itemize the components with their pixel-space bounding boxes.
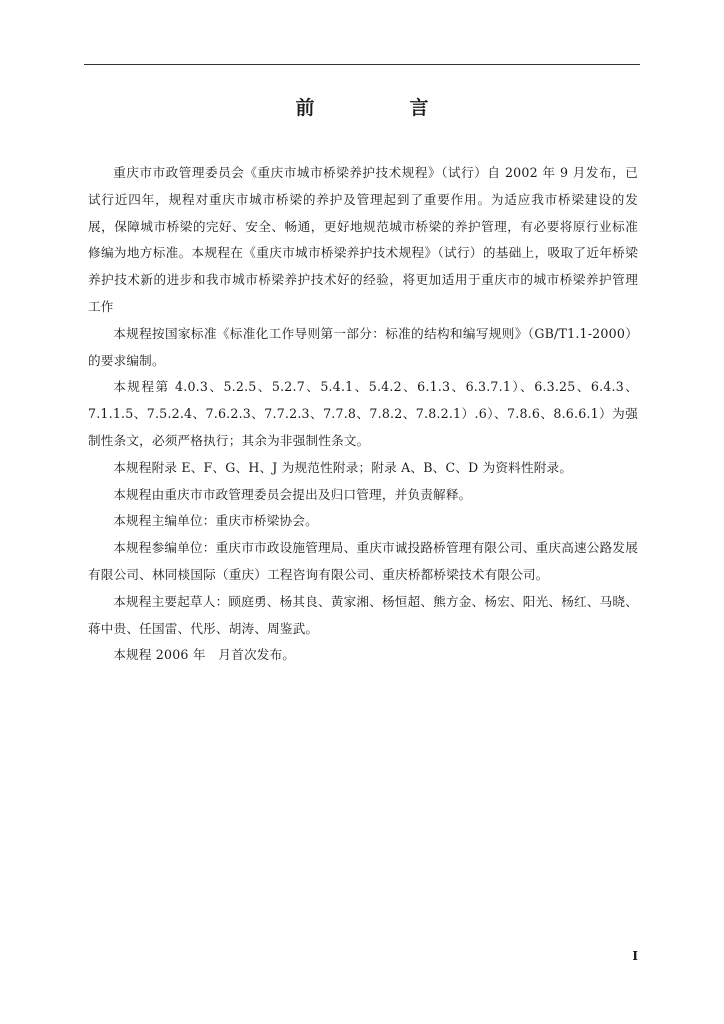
paragraph-chief-editor: 本规程主编单位：重庆市桥梁协会。 xyxy=(113,513,318,529)
paragraph-management: 本规程由重庆市市政管理委员会提出及归口管理，并负责解释。 xyxy=(113,486,472,502)
paragraph-appendices: 本规程附录 E、F、G、H、J 为规范性附录；附录 A、B、C、D 为资料性附录。 xyxy=(113,459,573,475)
paragraph-standard-basis: 本规程按国家标准《标准化工作导则第一部分：标准的结构和编写规则》（GB/T1.1-2000）的要求编制。 xyxy=(88,325,638,368)
paragraph-release: 本规程 2006 年 月首次发布。 xyxy=(113,647,296,663)
page-number: I xyxy=(632,949,638,963)
paragraph-drafters: 本规程主要起草人：顾庭勇、杨其良、黄家湘、杨恒超、熊方金、杨宏、阳光、杨红、马晓、蒋中贵、任国雷、代彤、胡涛、周鉴武。 xyxy=(88,593,638,636)
paragraph-background: 重庆市市政管理委员会《重庆市城市桥梁养护技术规程》（试行）自 2002 年 9 月发布，已试行近四年，规程对重庆市城市桥梁的养护及管理起到了重要作用。为适应我市桥梁建设的发展，保障城市桥梁的完好、安全、畅通，更好地规范城市桥梁的养护管理，有必要将原行业标准修编为地方标准。本规程在《重庆市城市桥梁养护技术规程》（试行）的基础上，吸取了近年桥梁养护技术新的进步和我市城市桥梁养护技术好的经验，将更加适用于重庆市的城市桥梁养护管理工作 xyxy=(88,165,638,314)
preface-body xyxy=(88,160,638,669)
paragraph-mandatory-clauses: 本规程第 4.0.3、5.2.5、5.2.7、5.4.1、5.4.2、6.1.3、6.3.7.1）、6.3.25、6.4.3、7.1.1.5、7.5.2.4、7.6.2.3、7.7.2.3、7.7.8、7.8.2、7.8.2.1）.6）、7.8.6、8.6.6.1）为强制性条文，必须严格执行；其余为非强制性条文。 xyxy=(88,379,638,448)
header-rule xyxy=(84,64,640,65)
paragraph-participating-units: 本规程参编单位：重庆市市政设施管理局、重庆市诚投路桥管理有限公司、重庆高速公路发展有限公司、林同棪国际（重庆）工程咨询有限公司、重庆桥都桥梁技术有限公司。 xyxy=(88,540,638,582)
page-title: 前 言 xyxy=(295,97,467,119)
